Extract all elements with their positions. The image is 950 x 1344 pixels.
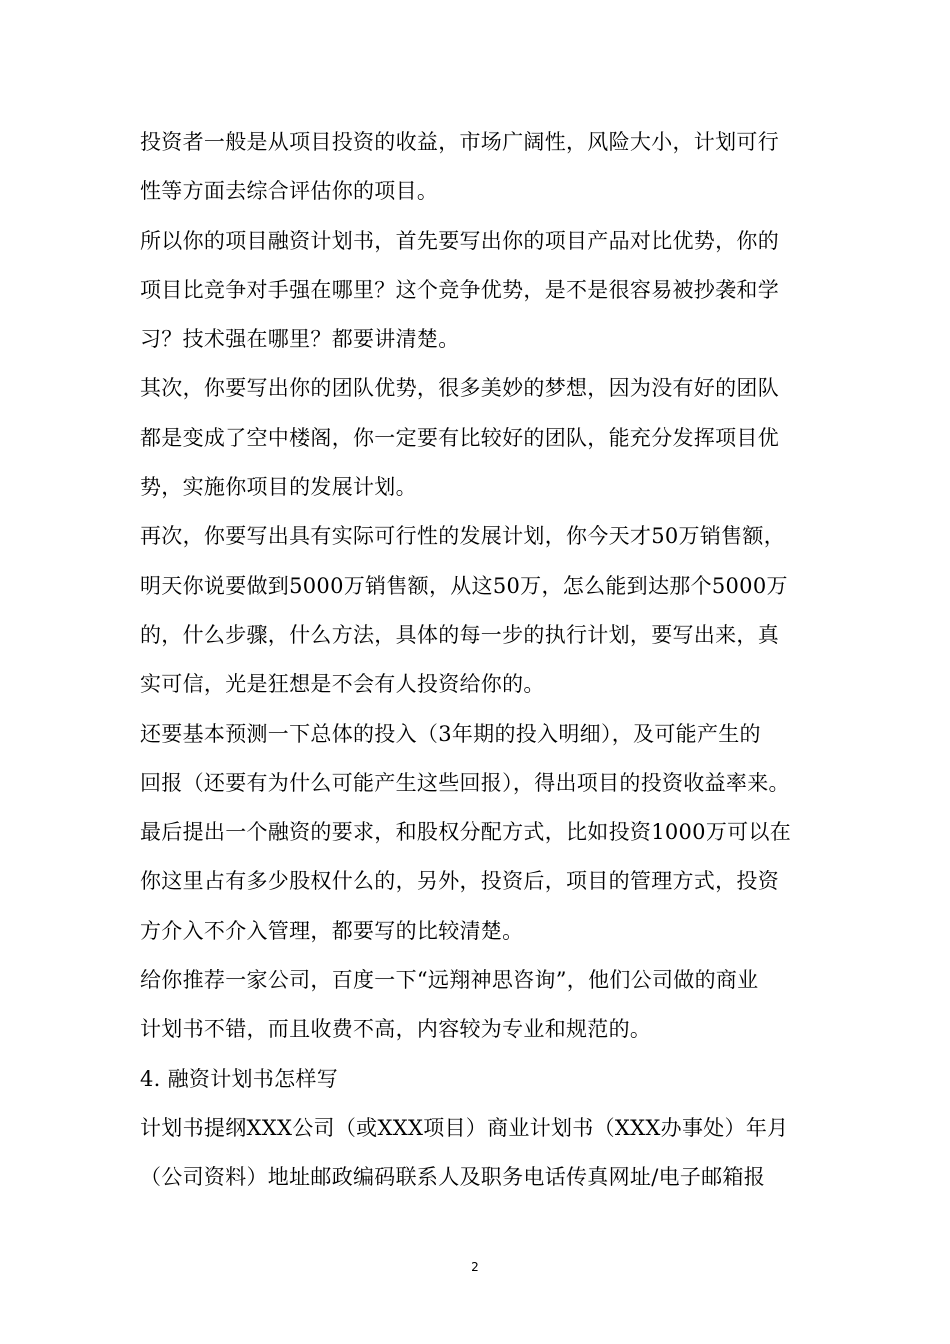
text-line: （公司资料）地址邮政编码联系人及职务电话传真网址/电子邮箱报 [140, 1165, 766, 1190]
text-line: 其次，你要写出你的团队优势，很多美妙的梦想，因为没有好的团队 [140, 376, 779, 401]
text-line: 势，实施你项目的发展计划。 [140, 475, 417, 500]
text-line: 性等方面去综合评估你的项目。 [140, 179, 439, 204]
text-line: 你这里占有多少股权什么的，另外，投资后，项目的管理方式，投资 [140, 869, 779, 894]
text-line: 计划书不错，而且收费不高，内容较为专业和规范的。 [140, 1017, 652, 1042]
text-line: 回报（还要有为什么可能产生这些回报），得出项目的投资收益率来。 [140, 770, 790, 795]
text-line: 明天你说要做到5000万销售额，从这50万，怎么能到达那个5000万 [140, 573, 788, 598]
text-line: 所以你的项目融资计划书，首先要写出你的项目产品对比优势，你的 [140, 228, 779, 253]
text-line: 实可信，光是狂想是不会有人投资给你的。 [140, 672, 545, 697]
text-line: 都是变成了空中楼阁，你一定要有比较好的团队，能充分发挥项目优 [140, 425, 779, 450]
text-line: 还要基本预测一下总体的投入（3年期的投入明细），及可能产生的 [140, 721, 761, 746]
text-line: 给你推荐一家公司，百度一下“远翔神思咨询”，他们公司做的商业 [140, 968, 759, 993]
text-line: 的，什么步骤，什么方法，具体的每一步的执行计划，要写出来，真 [140, 622, 779, 647]
text-line: 计划书提纲XXX公司（或XXX项目）商业计划书（XXX办事处）年月 [140, 1115, 789, 1140]
text-line: 最后提出一个融资的要求，和股权分配方式，比如投资1000万可以在 [140, 820, 792, 845]
section-heading: 4. 融资计划书怎样写 [140, 1066, 339, 1091]
text-line: 方介入不介入管理，都要写的比较清楚。 [140, 918, 524, 943]
text-line: 再次，你要写出具有实际可行性的发展计划，你今天才50万销售额， [140, 524, 786, 549]
page-number: 2 [471, 1260, 479, 1274]
document-body [140, 118, 830, 1203]
text-line: 投资者一般是从项目投资的收益，市场广阔性，风险大小，计划可行 [140, 130, 779, 154]
text-line: 习？技术强在哪里？都要讲清楚。 [140, 327, 460, 352]
text-line: 项目比竞争对手强在哪里？这个竞争优势，是不是很容易被抄袭和学 [140, 277, 779, 302]
